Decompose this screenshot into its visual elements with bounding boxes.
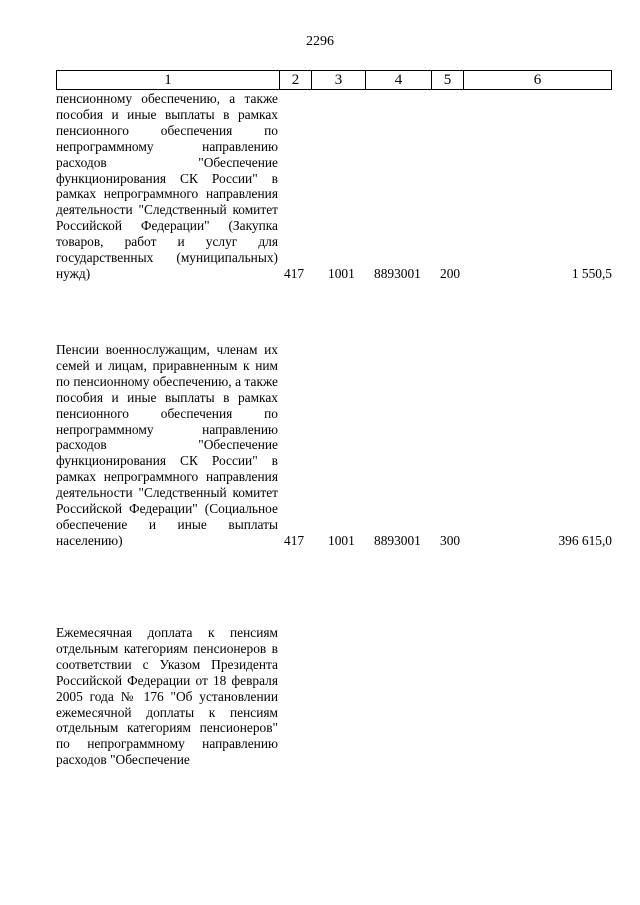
row-description: Ежемесячная доплата к пенсиям отдельным категориям пенсионеров в соответствии с Указом Президента Российской Федерации от 18 февраля 2005 года № 176 "Об установлении ежемесячной доплаты к пенсиям отдельным категориям пенсионеров" по непрограммному направлению расходов "Обеспечение: [56, 625, 278, 768]
row-rzpr: 1001: [328, 532, 355, 548]
header-col-1: 1: [164, 72, 172, 88]
table-row: [56, 342, 612, 549]
row-codes: [56, 266, 612, 282]
header-col-3: 3: [311, 71, 365, 89]
row-description: пенсионному обеспечению, а также пособия и иные выплаты в рамках пенсионного обеспечения по непрограммному направлению расходов "Обеспечение функционирования СК России" в рамках непрограммного направления деятельности "Следственный комитет Российской Федерации" (Закупка товаров, работ и услуг для государственных (муниципальных) нужд): [56, 91, 278, 281]
row-gr: 417: [284, 532, 305, 548]
row-csr: 8893001: [374, 532, 421, 548]
header-col-2: 2: [279, 71, 311, 89]
header-col-4: 4: [365, 71, 431, 89]
table-header: [56, 70, 612, 90]
header-col-5: 5: [431, 71, 463, 89]
header-col-6: 6: [463, 71, 611, 89]
row-description: Пенсии военнослужащим, членам их семей и лицам, приравненным к ним по пенсионному обеспечению, а также пособия и иные выплаты в рамках пенсионного обеспечения по непрограммному направлению расходов "Обеспечение функционирования СК России" в рамках непрограммного направления деятельности "Следственный комитет Российской Федерации" (Социальное обеспечение и иные выплаты населению): [56, 342, 278, 548]
page-number: 2296: [306, 34, 334, 49]
table-row: [56, 625, 612, 768]
row-codes: [56, 533, 612, 549]
row-rzpr: 1001: [328, 265, 355, 281]
table-row: [56, 91, 612, 282]
row-gr: 417: [284, 265, 305, 281]
row-amount: 1 550,5: [571, 265, 612, 281]
row-vr: 300: [440, 532, 461, 548]
row-amount: 396 615,0: [558, 532, 612, 548]
row-vr: 200: [440, 265, 461, 281]
row-csr: 8893001: [374, 265, 421, 281]
